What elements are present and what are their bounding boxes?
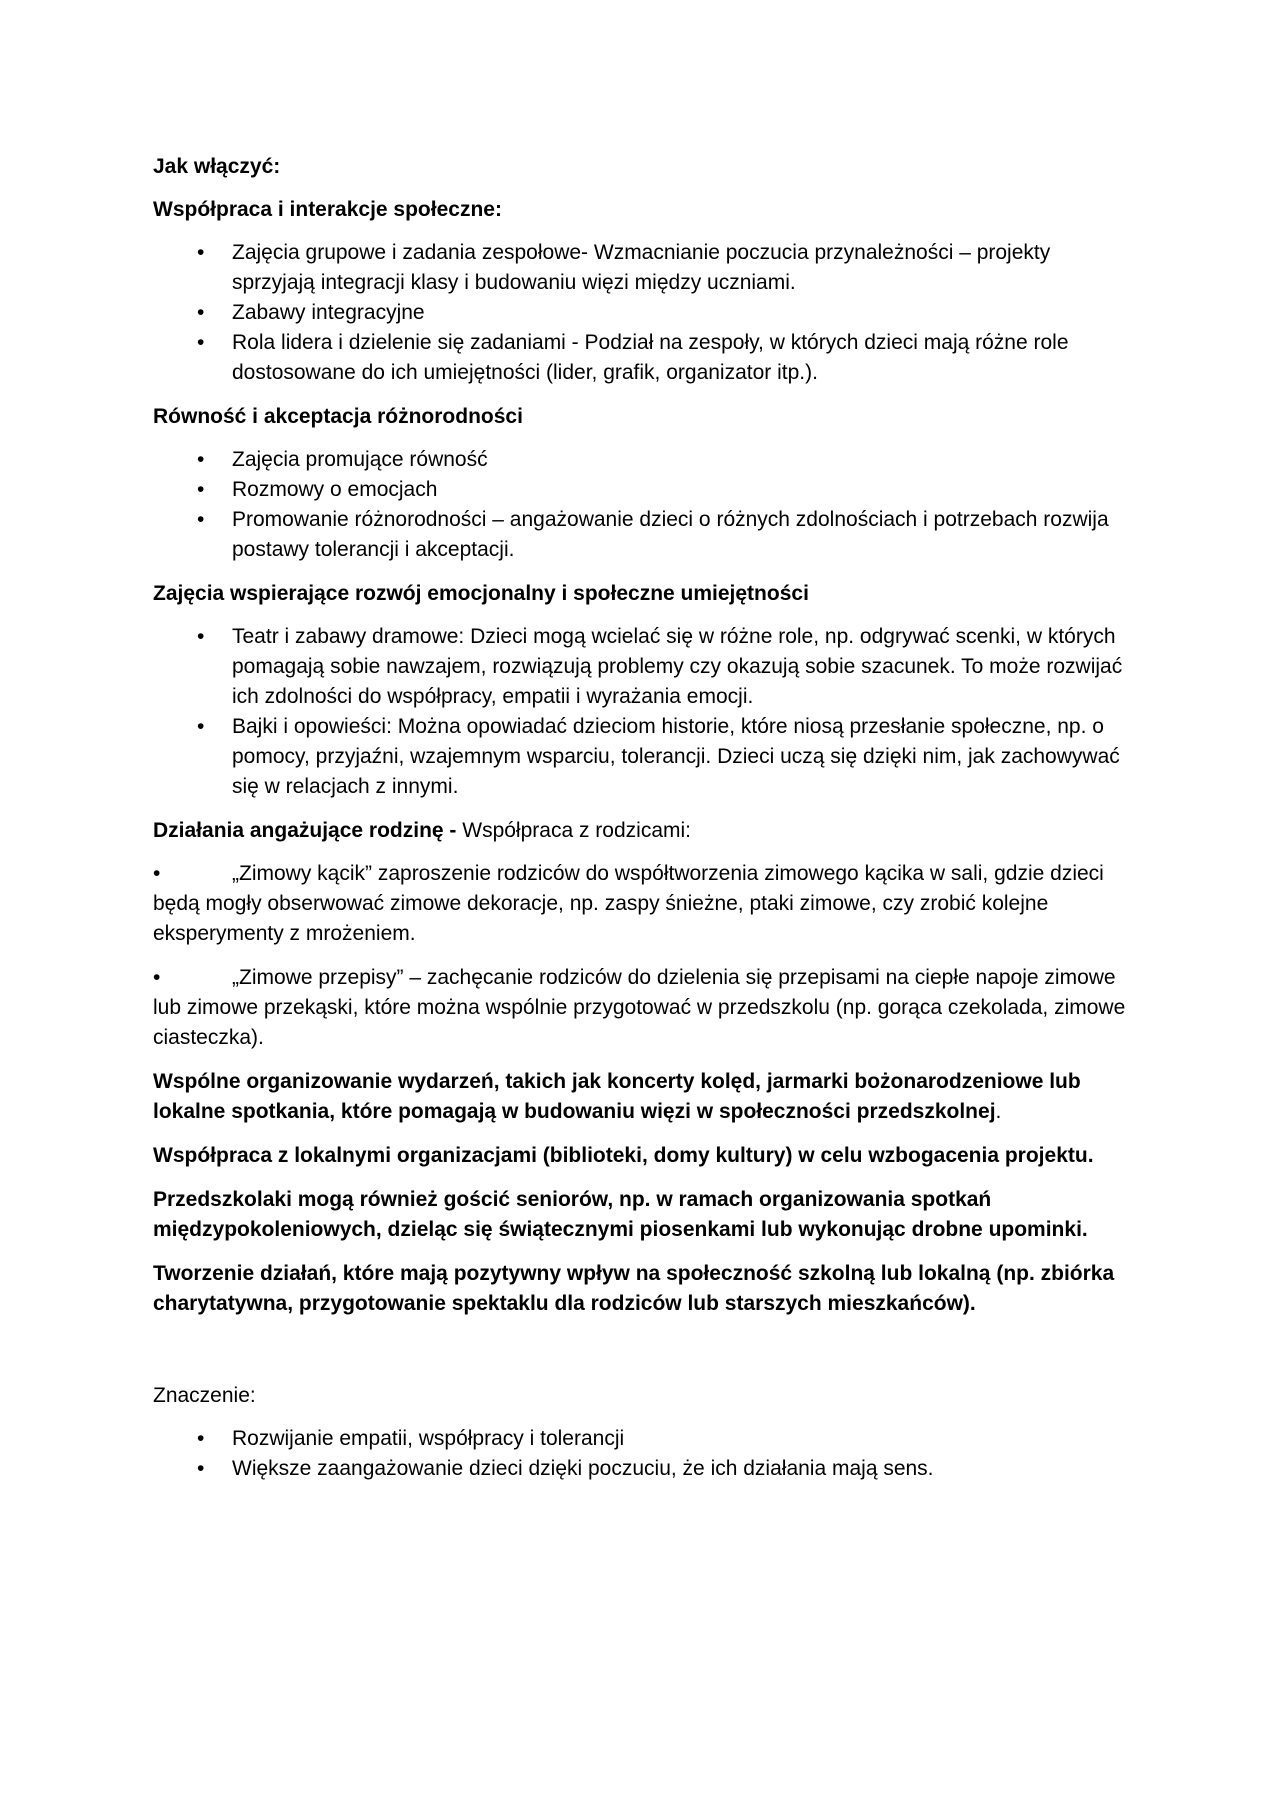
spacer	[153, 1333, 1138, 1381]
bullet-list-meaning	[153, 1424, 1138, 1484]
paragraph-text: „Zimowe przepisy” – zachęcanie rodziców do dzielenia się przepisami na ciepłe napoje zimowe lub zimowe przekąski, które można wspólnie przygotować w przedszkolu (np. gorąca czekolada, zimowe ciasteczka).	[153, 966, 1126, 1049]
list-item: • Zajęcia grupowe i zadania zespołowe- Wzmacnianie poczucia przynależności – projekty sprzyjają integracji klasy i budowaniu więzi między uczniami.	[153, 238, 1138, 298]
paragraph-text: Wspólne organizowanie wydarzeń, takich jak koncerty kolęd, jarmarki bożonarodzeniowe lub lokalne spotkania, które pomagają w budowaniu więzi w społeczności przedszkolnej	[153, 1070, 1081, 1123]
paragraph-community-actions: Tworzenie działań, które mają pozytywny wpływ na społeczność szkolną lub lokalną (np. zbiórka charytatywna, przygotowanie spektaklu dla rodziców lub starszych mieszkańców).	[153, 1262, 1115, 1315]
family-paragraph-winter-recipes	[153, 963, 1138, 1053]
section-heading-cooperation: Współpraca i interakcje społeczne:	[153, 198, 502, 221]
bullet-glyph: •	[153, 966, 161, 989]
list-item: • Zajęcia promujące równość	[153, 445, 1138, 475]
list-item: • Promowanie różnorodności – angażowanie dzieci o różnych zdolnościach i potrzebach rozwija postawy tolerancji i akceptacji.	[153, 505, 1138, 565]
family-paragraph-winter-corner	[153, 859, 1138, 949]
list-item: • Rozmowy o emocjach	[153, 475, 1138, 505]
paragraph-seniors: Przedszkolaki mogą również gościć seniorów, np. w ramach organizowania spotkań międzypokoleniowych, dzieląc się świątecznymi piosenkami lub wykonując drobne upominki.	[153, 1188, 1088, 1241]
paragraph-community-events	[153, 1067, 1138, 1127]
list-item: • Teatr i zabawy dramowe: Dzieci mogą wcielać się w różne role, np. odgrywać scenki, w których pomagają sobie nawzajem, rozwiązują problemy czy okazują sobie szacunek. To może rozwijać ich zdolności do współpracy, empatii i wyrażania emocji.	[153, 622, 1138, 712]
section-heading-equality: Równość i akceptacja różnorodności	[153, 405, 523, 428]
family-heading-rest: Współpraca z rodzicami:	[456, 819, 691, 842]
family-heading-bold: Działania angażujące rodzinę -	[153, 819, 457, 842]
document-content	[153, 152, 1138, 1498]
document-title: Jak włączyć:	[153, 155, 281, 178]
list-item: • Zabawy integracyjne	[153, 298, 1138, 328]
list-item: • Większe zaangażowanie dzieci dzięki poczuciu, że ich działania mają sens.	[153, 1454, 1138, 1484]
section-heading-family	[153, 816, 1138, 846]
paragraph-local-organizations: Współpraca z lokalnymi organizacjami (biblioteki, domy kultury) w celu wzbogacenia projektu.	[153, 1144, 1094, 1167]
list-item: • Rozwijanie empatii, współpracy i tolerancji	[153, 1424, 1138, 1454]
bullet-list-equality	[153, 445, 1138, 565]
section-heading-emotional: Zajęcia wspierające rozwój emocjonalny i społeczne umiejętności	[153, 582, 809, 605]
paragraph-text: „Zimowy kącik” zaproszenie rodziców do współtworzenia zimowego kącika w sali, gdzie dzieci będą mogły obserwować zimowe dekoracje, np. zaspy śnieżne, ptaki zimowe, czy zrobić kolejne eksperymenty z mrożeniem.	[153, 862, 1104, 945]
bullet-glyph: •	[153, 862, 161, 885]
list-item: • Rola lidera i dzielenie się zadaniami - Podział na zespoły, w których dzieci mają różne role dostosowane do ich umiejętności (lider, grafik, organizator itp.).	[153, 328, 1138, 388]
section-heading-meaning: Znaczenie:	[153, 1384, 256, 1407]
paragraph-end: .	[995, 1100, 1002, 1123]
bullet-list-emotional	[153, 622, 1138, 802]
bullet-list-cooperation	[153, 238, 1138, 388]
list-item: • Bajki i opowieści: Można opowiadać dzieciom historie, które niosą przesłanie społeczne, np. o pomocy, przyjaźni, wzajemnym wsparciu, tolerancji. Dzieci uczą się dzięki nim, jak zachowywać się w relacjach z innymi.	[153, 712, 1138, 802]
